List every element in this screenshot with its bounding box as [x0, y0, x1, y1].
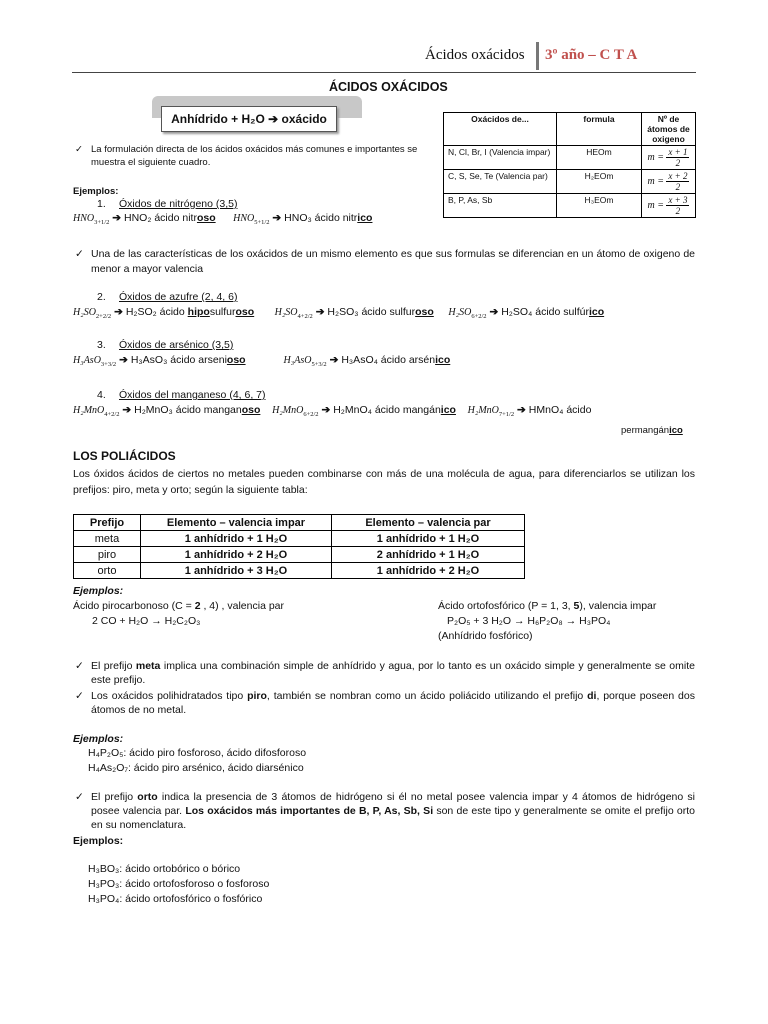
item4-examples: H₂MnO$_{4+2/2}$ ➔ H₂MnO₃ ácido manganoso H₂MnO$_{6+2/2}$ ➔ H₂MnO₄ ácido mangánico H₂MnO$_{7+1/2}$ ➔ HMnO₄ ácido: [73, 404, 592, 418]
even-cell: 1 anhídrido + 2 H₂O: [332, 563, 525, 579]
formula-box: Anhídrido + H₂O ➔ oxácido: [161, 106, 337, 132]
even-cell: 1 anhídrido + 1 H₂O: [332, 531, 525, 547]
item4-title: Óxidos del manganeso (4, 6, 7): [119, 389, 266, 401]
examples-label: Ejemplos:: [73, 186, 119, 197]
table-row: [74, 563, 525, 579]
item3-title: Óxidos de arsénico (3,5): [119, 339, 234, 351]
oxide-row-group: C, S, Se, Te (Valencia par): [444, 170, 557, 194]
example-line: H₄P₂O₅: ácido piro fosforoso, ácido difosforoso: [88, 747, 307, 759]
prefix-table: [73, 514, 525, 579]
item2-title: Óxidos de azufre (2, 4, 6): [119, 291, 238, 303]
odd-header: Elemento – valencia impar: [141, 515, 332, 531]
oxide-row-m: m = $\frac{x + 3}{2}$: [642, 194, 696, 218]
oxide-row-m: m = $\frac{x + 1}{2}$: [642, 146, 696, 170]
item2-examples: $H_2SO_{2+2/2}$ ➔ H₂SO₂ ácido hiposulfuroso $H_2SO_{4+2/2}$ ➔ H₂SO₃ ácido sulfuroso $H_2SO_{6+2/2}$ ➔ H₂SO₄ ácido sulfúrico: [73, 306, 605, 320]
prefix-cell: orto: [74, 563, 141, 579]
example-line: H₄As₂O₇: ácido piro arsénico, ácido diarsénico: [88, 762, 304, 774]
oxide-row-m: m = $\frac{x + 2}{2}$: [642, 170, 696, 194]
item4-number: 4.: [97, 389, 106, 401]
odd-cell: 1 anhídrido + 1 H₂O: [141, 531, 332, 547]
oxide-row-group: B, P, As, Sb: [444, 194, 557, 218]
oxide-header-formula: formula: [557, 113, 642, 146]
oxide-row-group: N, Cl, Br, I (Valencia impar): [444, 146, 557, 170]
oxide-header-group: Oxácidos de...: [444, 113, 557, 146]
table-row: [74, 547, 525, 563]
intro-text: ✓ La formulación directa de los ácidos oxácidos más comunes e importantes se muestra el siguiente cuadro.: [91, 143, 426, 169]
example-ortofosforico: Ácido ortofosfórico (P = 1, 3, 5), valencia impar: [438, 600, 657, 612]
odd-cell: 1 anhídrido + 3 H₂O: [141, 563, 332, 579]
examples-label-2: Ejemplos:: [73, 733, 124, 745]
example-line: H₃BO₃: ácido ortobórico o bórico: [88, 863, 241, 875]
item1-number: 1.: [97, 198, 106, 210]
odd-cell: 1 anhídrido + 2 H₂O: [141, 547, 332, 563]
prefix-cell: piro: [74, 547, 141, 563]
even-header: Elemento – valencia par: [332, 515, 525, 531]
item1-title: Óxidos de nitrógeno (3,5): [119, 198, 238, 210]
example-ortofosforico-eq: P₂O₅ + 3 H₂O → H₆P₂O₈ → H₃PO₄: [447, 615, 611, 627]
even-cell: 2 anhídrido + 1 H₂O: [332, 547, 525, 563]
bullet-orto: ✓ El prefijo orto indica la presencia de 3 átomos de hidrógeno si él no metal posee valencia impar y 4 átomos de hidrógeno si posee valencia par. Los oxácidos más importantes de B, P, As, Sb, Si son de este tipo y generalmente se omite el prefijo orto en su nomenclatura.: [91, 790, 695, 832]
oxide-row-formula: H₂EOm: [557, 170, 642, 194]
bullet-piro: ✓ Los oxácidos polihidratados tipo piro, también se nombran como un ácido poliácido utilizando el prefijo di, porque poseen dos átomos de no metal.: [91, 689, 695, 717]
item3-examples: H₃AsO$_{3+3/2}$ ➔ H₃AsO₃ ácido arsenioso H₃AsO$_{5+3/2}$ ➔ H₃AsO₄ ácido arsénico: [73, 354, 451, 368]
example-pirocarbonoso: Ácido pirocarbonoso (C = 2 , 4) , valencia par: [73, 600, 285, 612]
table-row: [74, 531, 525, 547]
bullet-meta: ✓ El prefijo meta implica una combinación simple de anhídrido y agua, por lo tanto es un oxácido simple y generalmente se omite este prefijo.: [91, 659, 695, 687]
example-line: H₃PO₄: ácido ortofosfórico o fosfórico: [88, 893, 263, 905]
oxide-row-formula: H₃EOm: [557, 194, 642, 218]
oxide-table: [443, 112, 696, 218]
item2-number: 2.: [97, 291, 106, 303]
poli-examples-label: Ejemplos:: [73, 585, 124, 597]
example-pirocarbonoso-eq: 2 CO + H₂O → H₂C₂O₃: [92, 615, 201, 627]
item1-examples: $HNO_{3+1/2}$ ➔ HNO₂ ácido nitroso $HNO_{5+1/2}$ ➔ HNO₃ ácido nitrico: [73, 212, 373, 226]
item3-number: 3.: [97, 339, 106, 351]
poliacidos-title: LOS POLIÁCIDOS: [73, 449, 176, 463]
oxide-header-m: Nº de átomos de oxigeno: [642, 113, 696, 146]
item4-continuation: permangánico: [621, 425, 683, 436]
header-title: Ácidos oxácidos: [425, 47, 525, 63]
poliacidos-intro: Los óxidos ácidos de ciertos no metales pueden combinarse con más de una molécula de agua, para diferenciarlos se utilizan los prefijos: piro, meta y orto; según la siguiente tabla:: [73, 468, 695, 496]
page-title: ÁCIDOS OXÁCIDOS: [329, 80, 448, 94]
example-ortofosforico-note: (Anhídrido fosfórico): [438, 630, 533, 642]
oxide-row-formula: HEOm: [557, 146, 642, 170]
examples-label-3: Ejemplos:: [73, 835, 124, 847]
prefix-header: Prefijo: [74, 515, 141, 531]
prefix-cell: meta: [74, 531, 141, 547]
header-rule: [72, 72, 696, 73]
example-line: H₃PO₃: ácido ortofosforoso o fosforoso: [88, 878, 270, 890]
header-year: 3º año – C T A: [545, 47, 638, 63]
note-valencia: ✓ Una de las características de los oxácidos de un mismo elemento es que sus formulas se diferencian en un átomo de oxigeno de menor a mayor valencia: [91, 247, 695, 277]
header-separator: [536, 42, 539, 70]
